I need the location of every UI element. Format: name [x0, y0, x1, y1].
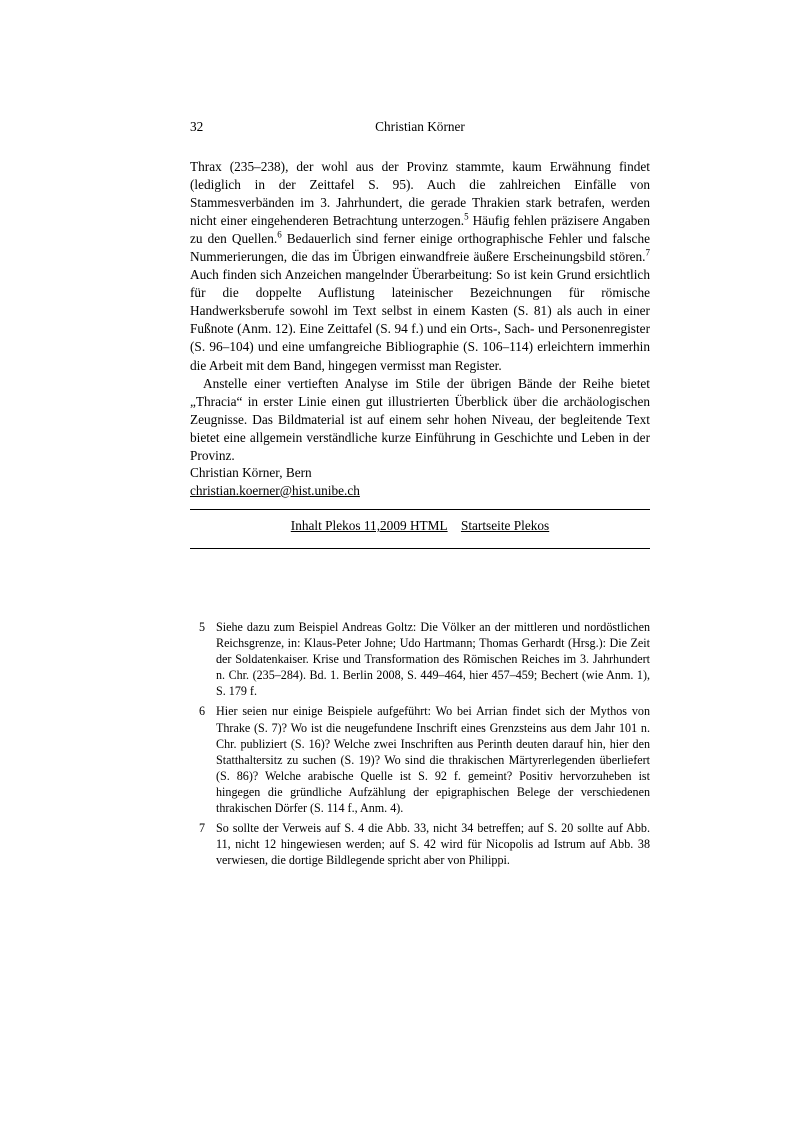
author-email-link[interactable]: christian.koerner@hist.unibe.ch [190, 482, 360, 498]
nav-links [190, 518, 650, 534]
footnote-number: 5 [199, 620, 206, 634]
footnote-ref-5[interactable]: 5 [464, 211, 469, 222]
footnote-number: 6 [199, 704, 206, 719]
footnote-number: 7 [199, 821, 206, 836]
footnote-5 [199, 619, 650, 699]
footnote-text: Hier seien nur einige Beispiele aufgeführt: Wo bei Arrian findet sich der Mythos von Thrake (S. 7)? Wo ist die neugefundene Inschrift eines Grenzsteins aus dem Jahr 101 n. Chr. publiziert (S. 16)? Welche zwei Inschriften aus Perinth deuten darauf hin, hier den Statthaltersitz zu suchen (S. 19)? Wo sind die thrakischen Märtyrerlegenden überliefert (S. 86)? Welche arabische Quelle ist S. 92 f. gemeint? Positiv hervorzuheben ist hingegen die gründliche Aufzählung der epigraphischen Belege der verschiedenen thrakischen Dörfer (S. 114 f., Anm. 4). [216, 704, 650, 816]
footnote-6 [199, 703, 650, 816]
nav-rule-top [190, 509, 650, 510]
footnote-text: Siehe dazu zum Beispiel Andreas Goltz: Die Völker an der mittleren und nordöstlichen Reichsgrenze, in: Klaus-Peter Johne; Udo Hartmann; Thomas Gerhardt (Hrsg.): Die Zeit der Soldatenkaiser. Krise und Transformation des Römischen Reiches im 3. Jahrhundert n. Chr. (235–284). Bd. 1. Berlin 2008, S. 449–464, hier 457–459; Bechert (wie Anm. 1), S. 179 f. [216, 620, 650, 699]
footnote-ref-6[interactable]: 6 [277, 229, 282, 240]
page-number: 32 [190, 119, 204, 134]
signature-block [190, 464, 650, 499]
running-header [190, 119, 650, 139]
running-title: Christian Körner [375, 119, 465, 134]
footnotes [199, 619, 650, 872]
footnote-7 [199, 820, 650, 868]
footnote-ref-7[interactable]: 7 [645, 247, 650, 258]
home-link[interactable]: Startseite Plekos [460, 518, 550, 533]
footnote-text: So sollte der Verweis auf S. 4 die Abb. 33, nicht 34 betreffen; auf S. 20 sollte auf Abb. 11, nicht 12 hingewiesen werden; auf S. 42 wird für Nicopolis ad Istrum auf Abb. 38 verwiesen, die dortige Bildlegende spricht aber von Philippi. [216, 821, 650, 868]
author-name: Christian Körner, Bern [190, 465, 312, 480]
paragraph-1: Thrax (235–238), der wohl aus der Provinz stammte, kaum Erwähnung findet (lediglich in der Zeittafel S. 95). Auch die zahlreichen Einfälle von Stammesverbänden im 3. Jahrhundert, die gerade Thrakien stark betrafen, werden nicht einer eingehenderen Betrachtung unterzogen.$^5$ Häufig fehlen präzisere Angaben zu den Quellen.$^6$ Bedauerlich sind ferner einige orthographische Fehler und falsche Nummerierungen, die das im Übrigen einwandfreie äußere Erscheinungsbild stören.$^7$ Auch finden sich Anzeichen mangelnder Überarbeitung: So ist kein Grund ersichtlich für die doppelte Auflistung lateinischer Bezeichnungen für römische Handwerksberufe sowohl im Text selbst in einem Kasten (S. 81) als auch in einer Fußnote (Anm. 12). Eine Zeittafel (S. 94 f.) und ein Orts-, Sach- und Personenregister (S. 96–104) und eine umfangreiche Bibliographie (S. 106–114) erleichtern immerhin die Arbeit mit dem Band, hingegen vermisst man Register. [190, 159, 650, 373]
contents-link[interactable]: Inhalt Plekos 11,2009 HTML [290, 518, 448, 533]
paragraph-2: Anstelle einer vertieften Analyse im Stile der übrigen Bände der Reihe bietet „Thracia“ in erster Linie einen gut illustrierten Überblick über die archäologischen Zeugnisse. Das Bildmaterial ist auf einem sehr hohen Niveau, der begleitende Text bietet eine allgemein verständliche kurze Einführung in Geschichte und Leben in der Provinz. [190, 375, 650, 463]
nav-rule-bottom [190, 548, 650, 549]
main-text [190, 158, 650, 465]
